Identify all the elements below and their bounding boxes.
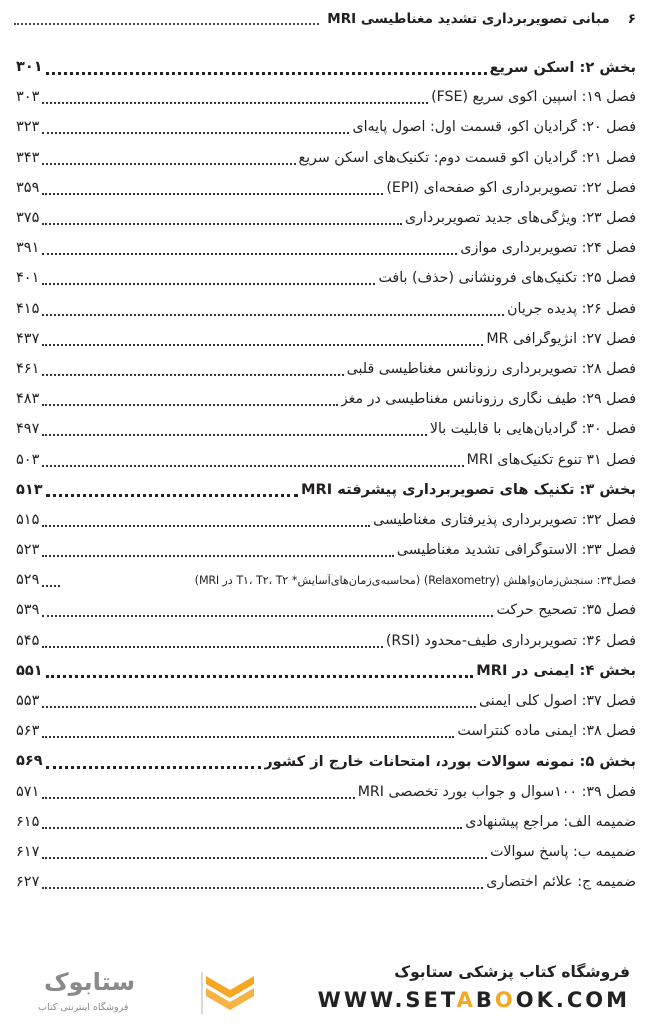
toc-page-number: ۵۶۳ [16,723,40,740]
toc-entry-row[interactable] [16,82,636,112]
logo-tagline: فروشگاه اینترنتی کتاب [38,1002,129,1013]
toc-entry-title: فصل ۳۶: تصویربرداری طیف-محدود (RSI) [385,632,636,649]
dot-leader [42,513,370,527]
dot-leader [46,754,262,769]
toc-page-number: ۵۴۵ [16,632,40,649]
toc-page-number: ۳۰۱ [16,59,43,76]
dot-leader [42,422,427,436]
toc-entry-title: فصل ۲۱: گرادیان اکو قسمت دوم: تکنیک‌های اسکن سریع [298,149,636,166]
toc-entry-row[interactable] [16,263,636,293]
toc-page-number: ۳۰۳ [16,89,40,106]
toc-entry-row[interactable] [16,414,636,444]
toc-page-number: ۳۲۳ [16,119,40,136]
toc-entry-row[interactable] [16,867,636,897]
toc-entry-title: بخش ۳: تکنیک های تصویربرداری پیشرفته MRI [300,481,636,499]
dot-leader [42,815,462,829]
dot-leader [42,724,454,738]
dot-leader [42,392,337,406]
header-dotted-rule [14,13,319,25]
toc-entry-row[interactable] [16,505,636,535]
url-part: OK.COM [515,988,630,1012]
chevron-logo-icon [200,970,260,1016]
dot-leader [42,302,504,316]
toc-page-number: ۴۰۱ [16,270,40,287]
toc-part-row[interactable] [16,52,636,82]
toc-entry-row[interactable] [16,203,636,233]
dot-leader [42,332,483,346]
header-page-number: ۶ [627,11,636,27]
toc-entry-title: فصل ۳۲: تصویربرداری پذیرفتاری مغناطیسی [373,511,636,528]
dot-leader [42,271,375,285]
toc-entry-row[interactable] [16,294,636,324]
toc-entry-title: فصل ۳۰: گرادیان‌هایی با قابلیت بالا [429,421,636,438]
toc-entry-row[interactable] [16,686,636,716]
toc-entry-title: فصل ۳۳: الاستوگرافی تشدید مغناطیسی [396,542,636,559]
toc-page-number: ۵۳۹ [16,602,40,619]
toc-entry-title: فصل ۱۹: اسپین اکوی سریع (FSE) [431,89,636,106]
toc-entry-title: ضمیمه ب: پاسخ سوالات [490,843,636,860]
toc-page-number: ۴۶۱ [16,360,40,377]
toc-page-number: ۳۴۳ [16,149,40,166]
table-of-contents [16,52,636,897]
dot-leader [42,241,457,255]
toc-entry-title: فصل ۲۵: تکنیک‌های فرونشانی (حذف) بافت [378,270,636,287]
logo-brand-text: ستابوک [44,968,136,996]
dot-leader [42,694,476,708]
website-url[interactable] [318,988,630,1012]
footer-fade [0,930,650,954]
toc-entry-row[interactable] [16,716,636,746]
toc-entry-title: فصل ۲۴: تصویربرداری موازی [460,240,636,257]
toc-entry-row[interactable] [16,595,636,625]
toc-entry-title: فصل۳۴: سنجش‌زمان‌واهلش (Relaxometry) (محاسبه‌ی‌زمان‌های‌آسایش* T۱، T۲، T۲ در MRI) [194,573,636,587]
dot-leader [42,151,295,165]
toc-page-number: ۵۵۳ [16,693,40,710]
url-accent: A [456,988,476,1012]
publisher-footer [0,952,650,1024]
url-part: B [475,988,495,1012]
toc-page-number: ۶۱۵ [16,813,40,830]
toc-entry-title: فصل ۳۸: ایمنی ماده کنتراست [457,723,636,740]
toc-part-row[interactable] [16,656,636,686]
toc-entry-row[interactable] [16,112,636,142]
dot-leader [42,845,487,859]
toc-part-row[interactable] [16,746,636,776]
toc-entry-title: فصل ۲۲: تصویربرداری اکو صفحه‌ای (EPI) [386,179,636,196]
dot-leader [42,785,354,799]
dot-leader [42,90,428,104]
toc-entry-row[interactable] [16,324,636,354]
toc-entry-row[interactable] [16,837,636,867]
toc-entry-row[interactable] [16,233,636,263]
setabook-logo [14,960,254,1018]
running-header [14,6,636,32]
toc-page-number: ۵۰۳ [16,451,40,468]
dot-leader [46,60,487,75]
toc-entry-title: فصل ۲۶: پدیده جریان [507,300,636,317]
toc-page-number: ۵۶۹ [16,753,43,770]
toc-entry-row[interactable] [16,354,636,384]
dot-leader [42,453,463,467]
dot-leader [42,543,394,557]
toc-entry-row[interactable] [16,173,636,203]
header-title: مبانی تصویربرداری تشدید مغناطیسی MRI [327,11,610,27]
toc-page-number: ۵۱۵ [16,511,40,528]
dot-leader [42,120,349,134]
toc-page-number: ۶۲۷ [16,874,40,891]
toc-entry-title: بخش ۴: ایمنی در MRI [476,662,636,680]
toc-entry-title: ضمیمه الف: مراجع پیشنهادی [465,813,636,830]
dot-leader [46,663,474,678]
toc-entry-title: بخش ۵: نمونه سوالات بورد، امتحانات خارج از کشور [264,752,636,770]
dot-leader [42,603,493,617]
toc-page-number: ۵۲۹ [16,572,40,589]
toc-page-number: ۳۹۱ [16,240,40,257]
toc-entry-row[interactable] [16,565,636,595]
toc-page-number: ۳۷۵ [16,210,40,227]
toc-entry-row[interactable] [16,626,636,656]
dot-leader [42,634,382,648]
toc-entry-title: فصل ۲۳: ویژگی‌های جدید تصویربرداری [405,210,636,227]
toc-page-number: ۳۵۹ [16,179,40,196]
toc-entry-title: فصل ۳۵: تصحیح حرکت [496,602,636,619]
dot-leader [42,875,483,889]
toc-entry-title: فصل ۲۹: طیف نگاری رزونانس مغناطیسی در مغز [340,391,636,408]
toc-entry-title: فصل ۳۷: اصول کلی ایمنی [478,693,636,710]
toc-entry-row[interactable] [16,384,636,414]
dot-leader [46,482,298,497]
toc-entry-title: فصل ۲۰: گرادیان اکو، قسمت اول: اصول پایه‌ای [352,119,636,136]
toc-entry-row[interactable] [16,777,636,807]
toc-page-number: ۵۲۳ [16,542,40,559]
url-part: WWW.SET [317,988,457,1012]
dot-leader [42,573,60,587]
toc-entry-title: فصل ۳۱ تنوع تکنیک‌های MRI [466,451,636,468]
toc-entry-row[interactable] [16,444,636,474]
toc-page-number: ۴۹۷ [16,421,40,438]
toc-entry-title: فصل ۳۹: ۱۰۰سوال و جواب بورد تخصصی MRI [357,783,636,800]
store-name: فروشگاه کتاب پزشکی ستابوک [394,963,630,981]
toc-page-number: ۵۷۱ [16,783,40,800]
toc-entry-title: فصل ۲۷: آنژیوگرافی MR [486,330,636,347]
toc-entry-row[interactable] [16,807,636,837]
toc-entry-row[interactable] [16,143,636,173]
toc-page-number: ۴۸۳ [16,391,40,408]
dot-leader [42,362,343,376]
toc-entry-row[interactable] [16,535,636,565]
toc-entry-title: فصل ۲۸: تصویربرداری رزونانس مغناطیسی قلبی [346,360,636,377]
toc-part-row[interactable] [16,475,636,505]
dot-leader [42,181,383,195]
toc-entry-title: بخش ۲: اسکن سریع [489,58,636,76]
toc-entry-title: ضمیمه ج: علائم اختصاری [486,874,636,891]
toc-page-number: ۵۵۱ [16,662,43,679]
toc-page-number: ۴۳۷ [16,330,40,347]
url-accent: O [494,988,516,1012]
toc-page-number: ۴۱۵ [16,300,40,317]
dot-leader [42,211,402,225]
toc-page-number: ۵۱۳ [16,481,43,498]
toc-page-number: ۶۱۷ [16,843,40,860]
